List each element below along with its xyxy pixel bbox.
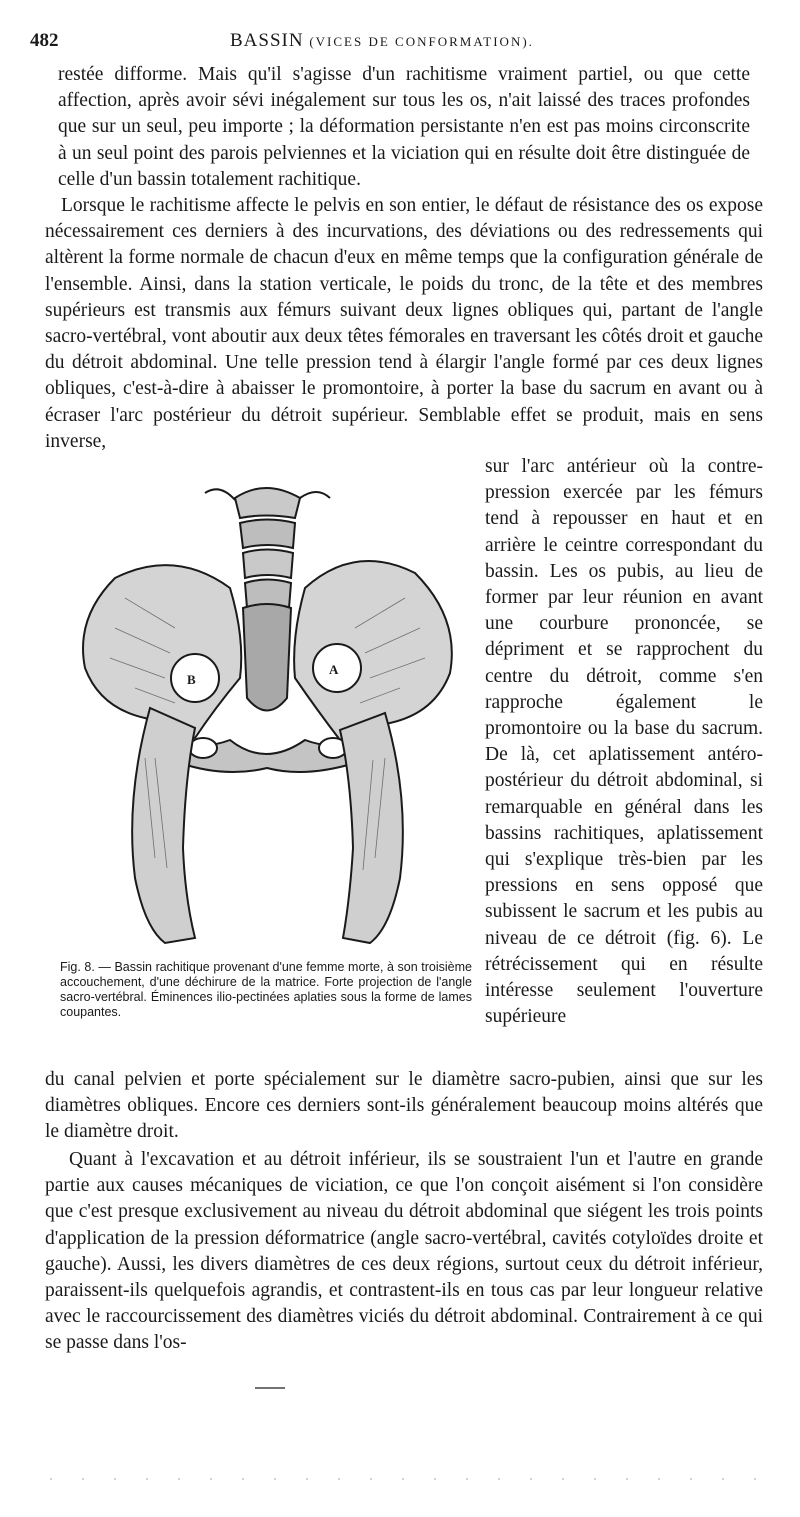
running-title-main: BASSIN (230, 30, 304, 51)
pelvis-drawing (55, 478, 475, 958)
running-title (230, 30, 534, 52)
paragraph-3: Quant à l'excavation et au détroit inférieur, ils se soustraient l'un et l'autre en grande partie aux causes mécaniques de viciation, ce que l'on conçoit aisément si l'on considère que c'est presque exclusivement au niveau du détroit abdominal que siégent les trois points d'application de la pression déformatrice (angle sacro-vertébral, cavités cotyloïdes droite et gauche). Aussi, les divers diamètres de ces deux régions, surtout ceux du détroit inférieur, paraissent-ils quelquefois agrandis, et contrastent-ils en tous cas par leur longueur relative avec le raccourcissement des diamètres viciés du détroit abdominal. Contrairement à ce qui se passe dans l'os- (45, 1149, 763, 1354)
running-header (30, 30, 770, 56)
page-number: 482 (30, 30, 59, 51)
pelvis-illustration (55, 478, 475, 958)
footer-noise-marks (50, 1475, 760, 1483)
figure-caption: Fig. 8. — Bassin rachitique provenant d'une femme morte, à son troisième accouchement, d'une déchirure de la matrice. Forte projection de l'angle sacro-vertébral. Éminences ilio-pectinées aplaties sous la forme de lames coupantes. (60, 960, 472, 1019)
ornament-mark (255, 1385, 285, 1391)
label-a: A (329, 662, 339, 677)
label-b: B (187, 672, 196, 687)
paragraph-2-end: du canal pelvien et porte spécialement sur le diamètre sacro-pubien, ainsi que sur les diamètres obliques. Encore ces derniers sont-ils généralement beaucoup moins altérés que le diamètre droit. (45, 1069, 763, 1143)
paragraph-2-top: Lorsque le rachitisme affecte le pelvis en son entier, le défaut de résistance des os expose nécessairement ces derniers à des incurvations, des déviations ou des redressements qui altèrent la forme normale de chacun d'eux en même temps que la configuration générale de l'ensemble. Ainsi, dans la station verticale, le poids du tronc, de la tête et des membres supérieurs est transmis aux fémurs suivant deux lignes obliques qui, partant de l'angle sacro-vertébral, vont aboutir aux deux têtes fémorales en traversant les côtés droit et gauche du détroit abdominal. Une telle pression tend à élargir l'angle formé par ces deux lignes obliques, c'est-à-dire à abaisser le promontoire, à porter la base du sacrum en avant ou à écraser l'arc postérieur du détroit supérieur. Semblable effet se produit, mais en sens inverse, (45, 195, 763, 452)
running-title-subtitle: (VICES DE CONFORMATION). (309, 34, 534, 49)
paragraph-1: restée difforme. Mais qu'il s'agisse d'un rachitisme vraiment partiel, ou que cette affection, après avoir sévi inégalement sur tous les os, n'ait laissé des traces profondes que sur un seul, peu importe ; la déformation persistante n'en est pas moins circonscrite à un seul point des parois pelviennes et la viciation qui en résulte doit être distinguée de celle d'un bassin totalement rachitique. (58, 64, 750, 190)
paragraph-2-side-column: sur l'arc antérieur où la contre-pression exercée par les fémurs tend à repousser en haut et en arrière le ceintre correspondant du bassin. Les os pubis, au lieu de former par leur réunion en avant une courbure prononcée, se dépriment et se rapprochent du centre du détroit, comme s'en rapproche également le promontoire ou la base du sacrum. De là, cet aplatissement antéro-postérieur du détroit abdominal, si remarquable en général dans les bassins rachitiques, aplatissement qui s'explique très-bien par les pressions en sens opposé que subissent le sacrum et les pubis au niveau de ce détroit (fig. 6). Le rétrécissement qui en résulte intéresse seulement l'ouverture supérieure (485, 456, 763, 1028)
